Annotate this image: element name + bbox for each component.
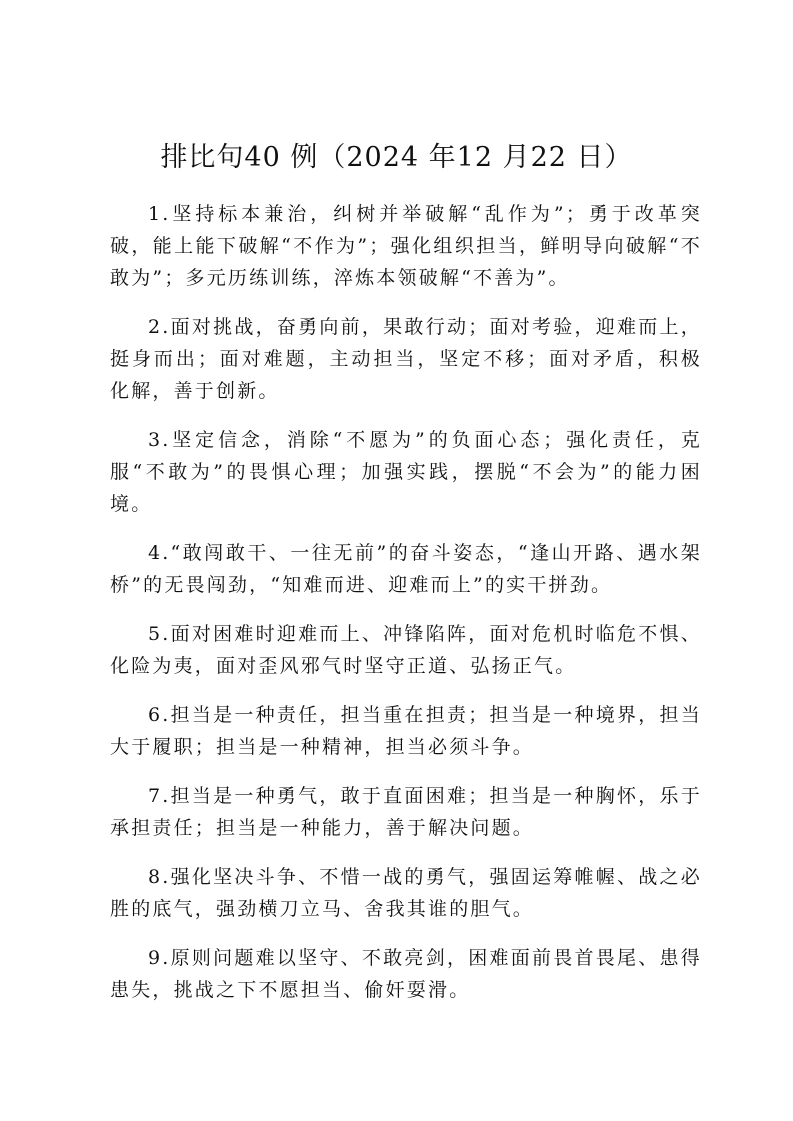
paragraph-9: 9.原则问题难以坚守、不敢亮剑，困难面前畏首畏尾、患得患失，挑战之下不愿担当、偷奸耍滑。 <box>110 947 702 1001</box>
page-title: 排比句40 例（2024 年12 月22 日） <box>160 142 633 173</box>
paragraph-7: 7.担当是一种勇气，敢于直面困难；担当是一种胸怀，乐于承担责任；担当是一种能力，善于解决问题。 <box>110 785 702 839</box>
paragraph-6: 6.担当是一种责任，担当重在担责；担当是一种境界，担当大于履职；担当是一种精神，担当必须斗争。 <box>110 704 702 758</box>
paragraph-4: 4.“敢闯敢干、一往无前”的奋斗姿态，“逢山开路、遇水架桥”的无畏闯劲，“知难而进、迎难而上”的实干拼劲。 <box>110 542 702 596</box>
document-body <box>110 198 702 1023</box>
paragraph-3: 3.坚定信念，消除“不愿为”的负面心态；强化责任，克服“不敢为”的畏惧心理；加强实践，摆脱“不会为”的能力困境。 <box>110 429 702 515</box>
paragraph-5: 5.面对困难时迎难而上、冲锋陷阵，面对危机时临危不惧、化险为夷，面对歪风邪气时坚守正道、弘扬正气。 <box>110 623 702 677</box>
paragraph-1: 1.坚持标本兼治，纠树并举破解“乱作为”；勇于改革突破，能上能下破解“不作为”；强化组织担当，鲜明导向破解“不敢为”；多元历练训练，淬炼本领破解“不善为”。 <box>110 203 702 289</box>
paragraph-2: 2.面对挑战，奋勇向前，果敢行动；面对考验，迎难而上，挺身而出；面对难题，主动担当，坚定不移；面对矛盾，积极化解，善于创新。 <box>110 316 702 402</box>
paragraph-8: 8.强化坚决斗争、不惜一战的勇气，强固运筹帷幄、战之必胜的底气，强劲横刀立马、舍我其谁的胆气。 <box>110 866 702 920</box>
